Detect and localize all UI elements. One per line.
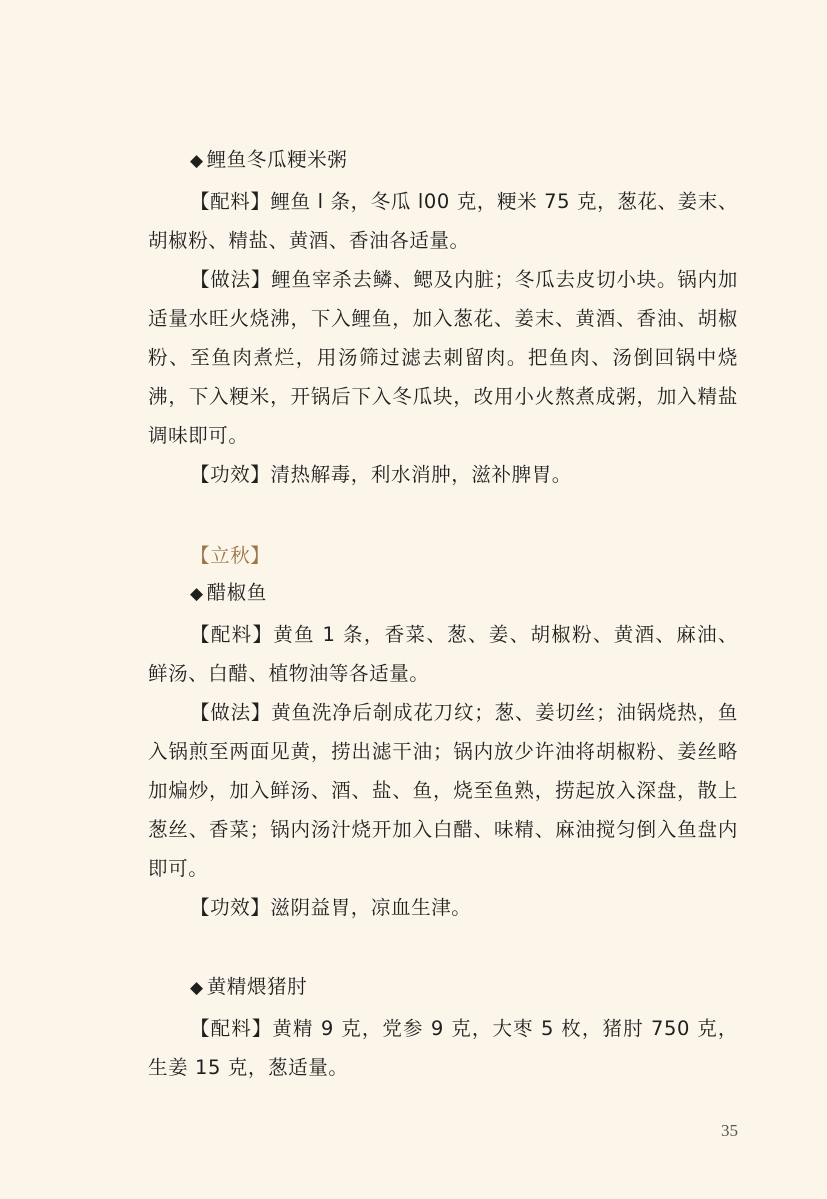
diamond-bullet-icon: ◆: [190, 151, 204, 171]
ingredients-paragraph: 【配料】黄精 9 克，党参 9 克，大枣 5 枚，猪肘 750 克，生姜 15 克，葱适量。: [148, 1017, 738, 1079]
method-paragraph: 【做法】鲤鱼宰杀去鳞、鳃及内脏；冬瓜去皮切小块。锅内加适量水旺火烧沸，下入鲤鱼，加入葱花、姜末、黄酒、香油、胡椒粉、至鱼肉煮烂，用汤筛过滤去刺留肉。把鱼肉、汤倒回锅中烧沸，下入粳米，开锅后下入冬瓜块，改用小火熬煮成粥，加入精盐调味即可。: [148, 268, 738, 447]
recipe-title-liyu-donggua: [148, 142, 738, 179]
recipe-title-huangjing-zhuzhou: [148, 969, 738, 1006]
page-number: 35: [721, 1121, 738, 1140]
ingredients-paragraph: 【配料】鲤鱼 l 条，冬瓜 l00 克，粳米 75 克，葱花、姜末、胡椒粉、精盐、黄酒、香油各适量。: [148, 190, 738, 252]
recipe-title-text: 醋椒鱼: [206, 581, 267, 604]
diamond-bullet-icon: ◆: [190, 978, 204, 998]
recipe-title-cujiao-yu: [148, 575, 738, 612]
ingredients-paragraph: 【配料】黄鱼 1 条，香菜、葱、姜、胡椒粉、黄酒、麻油、鲜汤、白醋、植物油等各适量。: [148, 623, 738, 685]
effect-paragraph: 【功效】清热解毒，利水消肿，滋补脾胃。: [190, 463, 572, 486]
page-content: [148, 142, 738, 1087]
effect-paragraph: 【功效】滋阴益胃，凉血生津。: [190, 896, 472, 919]
method-paragraph: 【做法】黄鱼洗净后剞成花刀纹；葱、姜切丝；油锅烧热，鱼入锅煎至两面见黄，捞出滤干油；锅内放少许油将胡椒粉、姜丝略加煸炒，加入鲜汤、酒、盐、鱼，烧至鱼熟，捞起放入深盘，散上葱丝、香菜；锅内汤汁烧开加入白醋、味精、麻油搅匀倒入鱼盘内即可。: [148, 701, 738, 880]
diamond-bullet-icon: ◆: [190, 584, 204, 604]
recipe-title-text: 鲤鱼冬瓜粳米粥: [206, 148, 348, 171]
recipe-title-text: 黄精煨猪肘: [206, 975, 308, 998]
section-heading-liqiu: 【立秋】: [190, 544, 271, 567]
